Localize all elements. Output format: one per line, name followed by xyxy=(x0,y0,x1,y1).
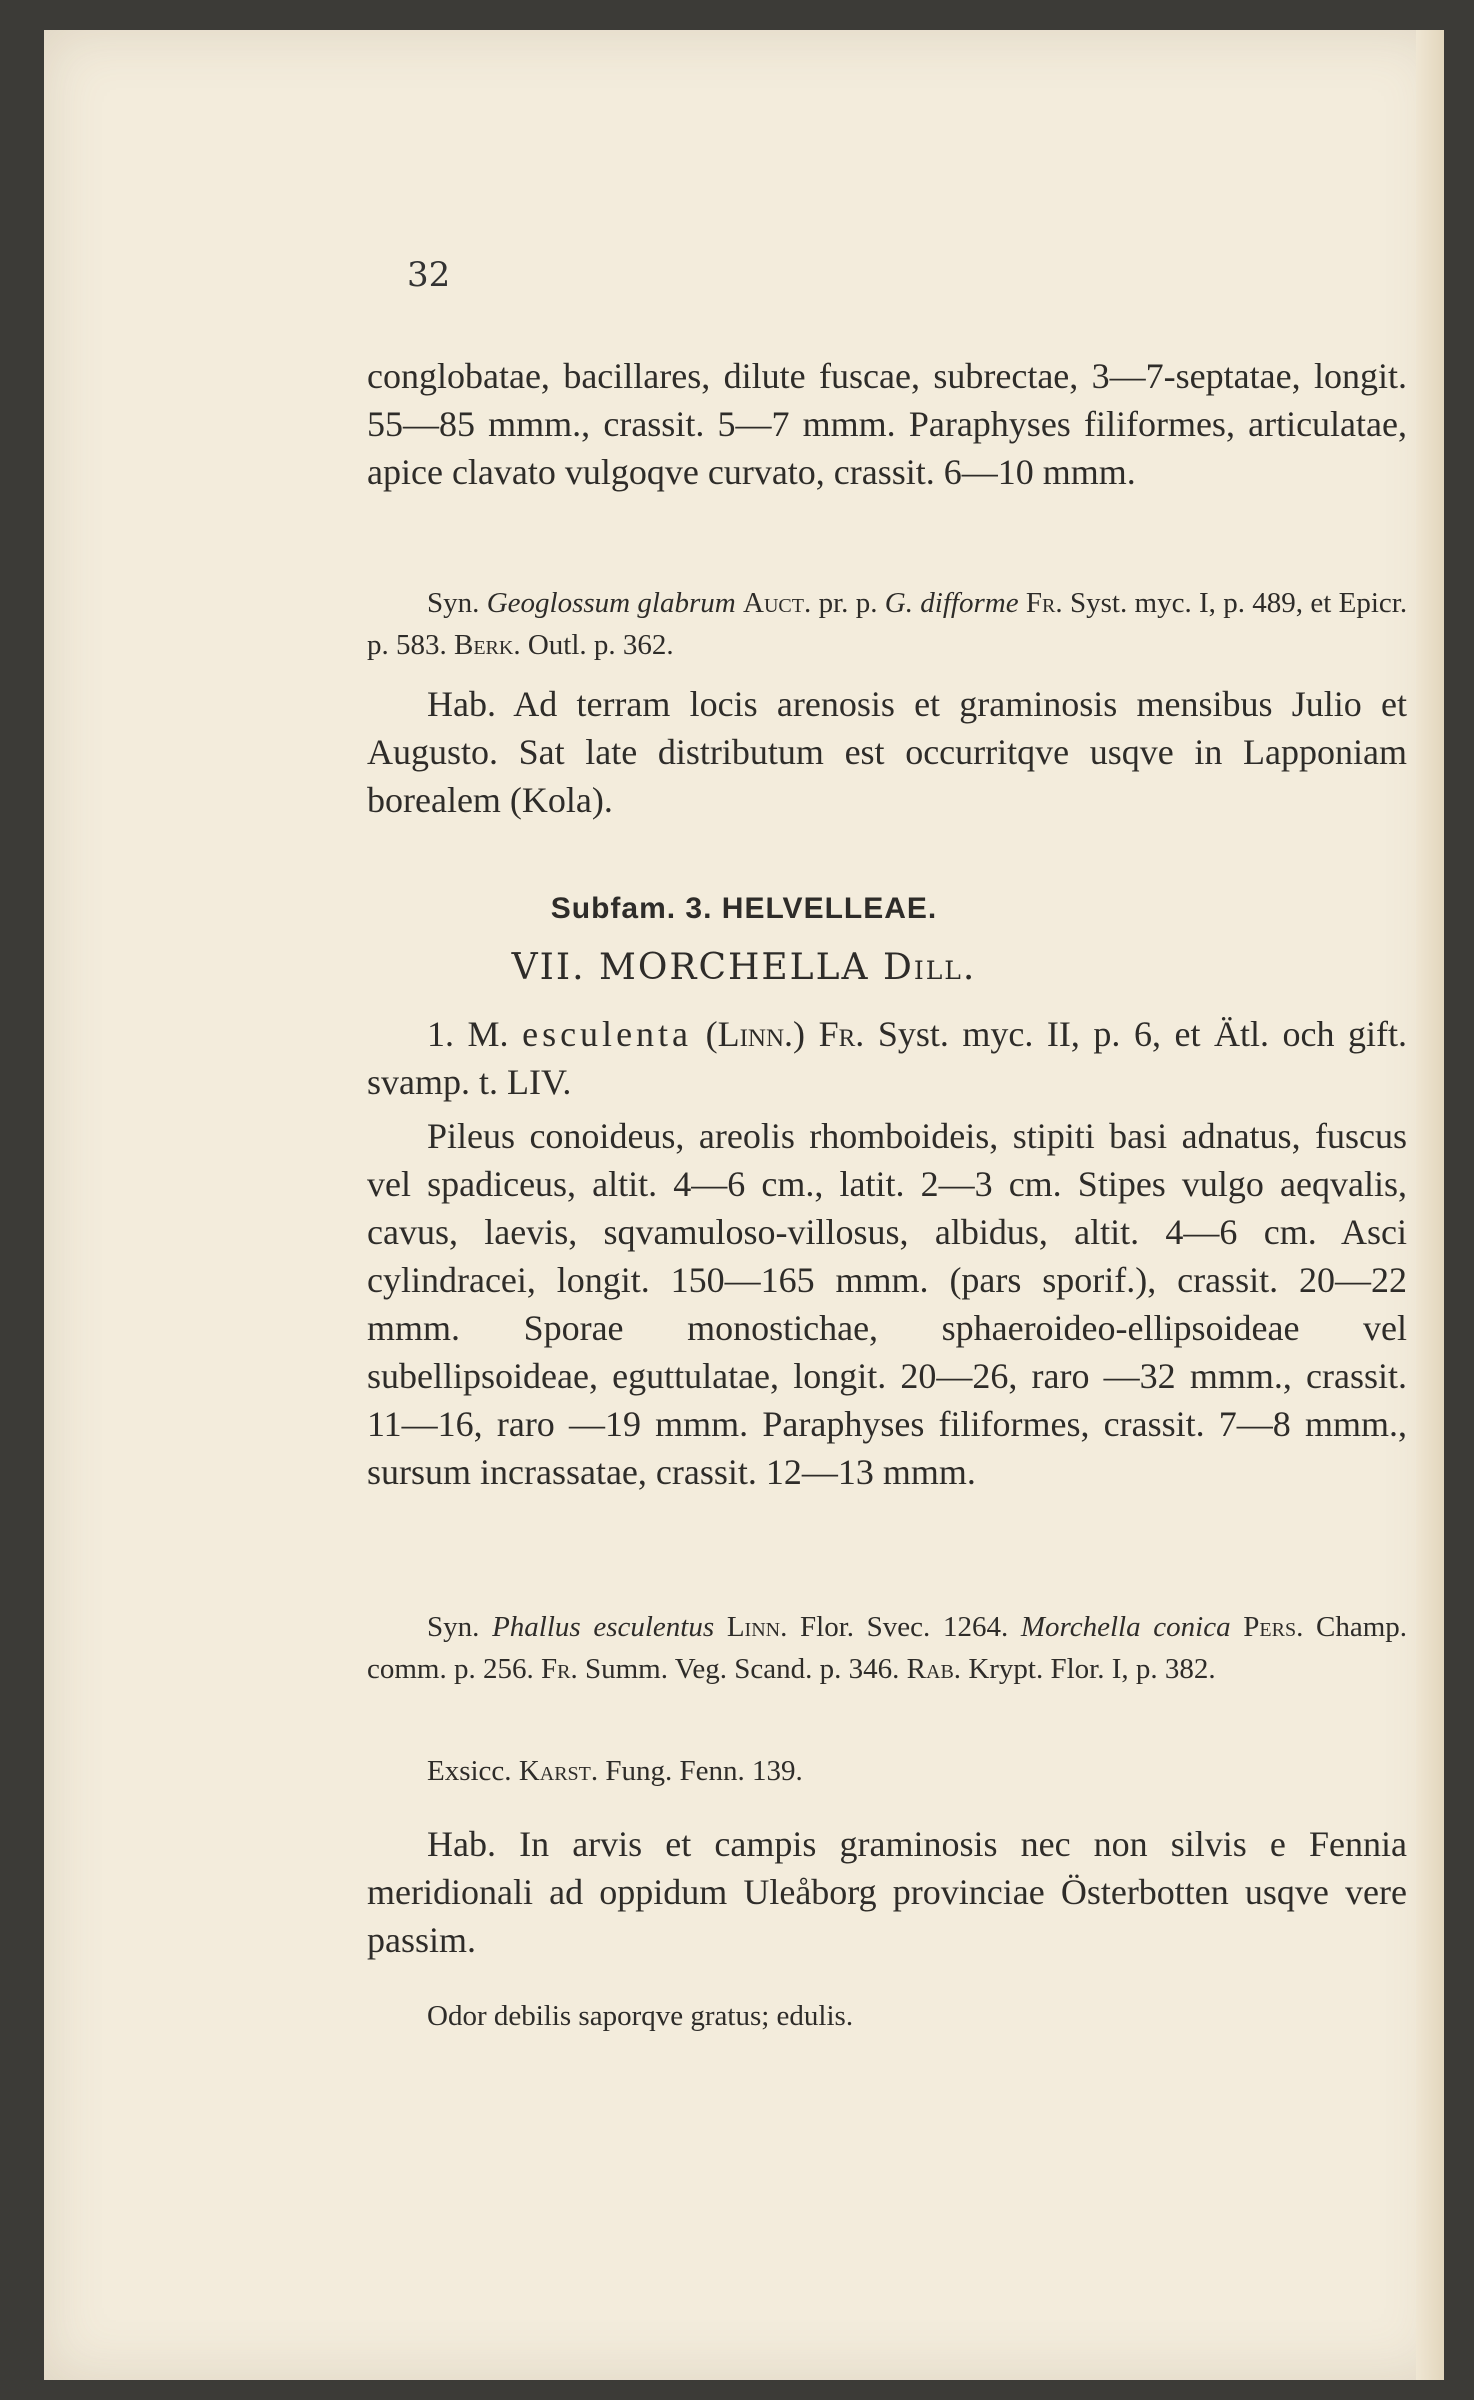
genus-heading xyxy=(44,947,1444,988)
paren-open: ( xyxy=(705,1014,718,1054)
author-abbrev: Fr. xyxy=(818,1014,865,1054)
habitat-paragraph: Hab. Ad terram locis arenosis et graminosis mensibus Julio et Augusto. Sat late distributum est occurritqve usqve in Lapponiam borealem (Kola). xyxy=(367,684,1407,820)
description-continued: conglobatae, bacillares, dilute fuscae, subrectae, 3—7-septatae, longit. 55—85 mmm., crassit. 5—7 mmm. Paraphyses filiformes, articulatae, apice clavato vulgoqve curvato, crassit. 6—10 mmm. xyxy=(367,356,1407,492)
author-abbrev: Auct. xyxy=(743,587,812,619)
species-epithet: esculenta xyxy=(522,1014,693,1054)
exsicc-reference: Fung. Fenn. 139. xyxy=(605,1755,803,1787)
page-edge xyxy=(1416,30,1444,2380)
exsicc-label: Exsicc. xyxy=(427,1755,512,1787)
page-number: 32 xyxy=(407,255,451,295)
taxon-name: Geoglossum glabrum xyxy=(486,587,736,619)
author-abbrev: Karst. xyxy=(518,1755,599,1787)
syn-label: Syn. xyxy=(427,1611,480,1643)
reference: Champ. comm. p. 256. xyxy=(367,1611,1408,1685)
author-abbrev: Linn. xyxy=(717,1014,794,1054)
taxon-name: G. difforme xyxy=(884,587,1019,619)
reference: pr. p. xyxy=(818,587,878,619)
species-reference: Syst. myc. II, p. 6, et Ätl. och gift. svamp. t. LIV. xyxy=(367,1014,1408,1102)
species-heading xyxy=(367,1010,1407,1106)
odor-note: Odor debilis saporqve gratus; edulis. xyxy=(427,2000,854,2032)
author-abbrev: Pers. xyxy=(1243,1611,1304,1643)
author-abbrev: Fr. xyxy=(541,1653,578,1685)
reference: Krypt. Flor. I, p. 382. xyxy=(968,1653,1216,1685)
paren-close: ) xyxy=(793,1014,806,1054)
author-abbrev: Fr. xyxy=(1025,587,1063,619)
book-page xyxy=(44,30,1444,2380)
reference: Outl. p. 362. xyxy=(527,629,674,661)
genus-name: VII. MORCHELLA xyxy=(511,947,870,988)
exsiccata-line xyxy=(367,1750,1407,1792)
reference: Summ. Veg. Scand. p. 346. xyxy=(584,1653,900,1685)
author-abbrev: Linn. xyxy=(726,1611,788,1643)
habitat-paragraph-2: Hab. In arvis et campis graminosis nec non silvis e Fennia meridionali ad oppidum Uleåborg provinciae Österbotten usqve vere passim. xyxy=(367,1824,1407,1960)
synonymy-morchella xyxy=(367,1606,1407,1690)
reference: Syst. myc. I, p. 489, et Epicr. p. 583. xyxy=(367,587,1408,661)
genus-author: Dill. xyxy=(882,947,977,988)
taxon-name: Morchella conica xyxy=(1020,1611,1231,1643)
species-number: 1. M. xyxy=(427,1014,509,1054)
reference: Flor. Svec. 1264. xyxy=(800,1611,1009,1643)
subfamily-heading: Subfam. 3. HELVELLEAE. xyxy=(550,892,938,925)
taxon-name: Phallus esculentus xyxy=(492,1611,715,1643)
syn-label: Syn. xyxy=(427,587,480,619)
synonymy-geoglossum xyxy=(367,582,1407,666)
author-abbrev: Berk. xyxy=(454,629,521,661)
author-abbrev: Rab. xyxy=(906,1653,962,1685)
species-description: Pileus conoideus, areolis rhomboideis, stipiti basi adnatus, fuscus vel spadiceus, altit. 4—6 cm., latit. 2—3 cm. Stipes vulgo aeqvalis, cavus, laevis, sqvamuloso-villosus, albidus, altit. 4—6 cm. Asci cylindracei, longit. 150—165 mmm. (pars sporif.), crassit. 20—22 mmm. Sporae monostichae, sphaeroideo-ellipsoideae vel subellipsoideae, eguttulatae, longit. 20—26, raro —32 mmm., crassit. 11—16, raro —19 mmm. Paraphyses filiformes, crassit. 7—8 mmm., sursum incrassatae, crassit. 12—13 mmm. xyxy=(367,1116,1407,1492)
